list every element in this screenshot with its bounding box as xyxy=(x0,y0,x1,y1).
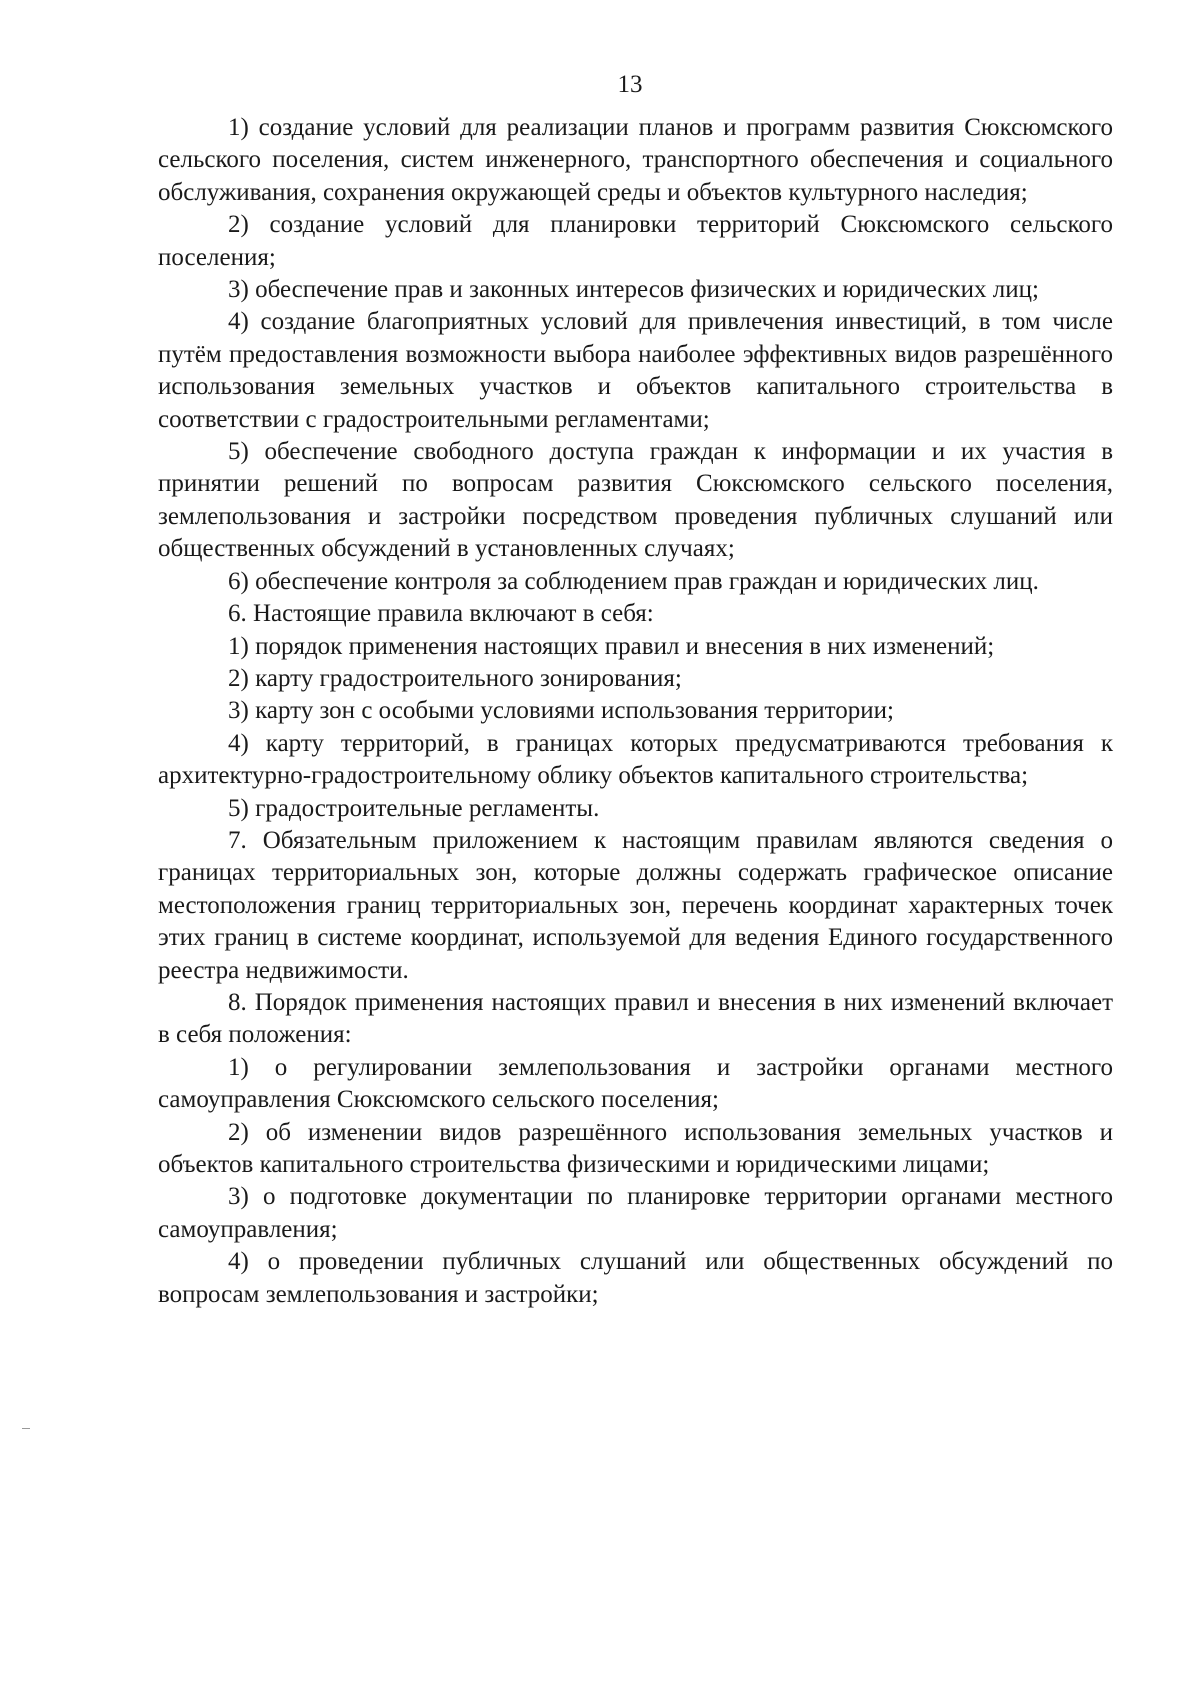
paragraph-item-6-2: 2) карту градостроительного зонирования; xyxy=(228,664,682,692)
paragraph-item-8-3: 3) о подготовке документации по планировке территории органами местного самоуправления; xyxy=(158,1183,1113,1243)
paragraph-item-8-1: 1) о регулировании землепользования и застройки органами местного самоуправления Сюксюмского сельского поселения; xyxy=(158,1053,1113,1114)
document-body xyxy=(158,112,1113,1311)
section-7-paragraph: 7. Обязательным приложением к настоящим правилам являются сведения о границах территориальных зон, которые должны содержать графическое описание местоположения границ территориальных зон, перечень координат характерных точек этих границ в системе координат, используемой для ведения Единого государственного реестра недвижимости. xyxy=(158,826,1113,984)
paragraph-item-5: 5) обеспечение свободного доступа граждан к информации и их участия в принятии решений по вопросам развития Сюксюмского сельского поселения, землепользования и застройки посредством проведения публичных слушаний или общественных обсуждений в установленных случаях; xyxy=(158,438,1113,563)
section-8-heading: 8. Порядок применения настоящих правил и внесения в них изменений включает в себя положения: xyxy=(158,988,1113,1049)
margin-mark xyxy=(22,1428,30,1429)
section-6-heading: 6. Настоящие правила включают в себя: xyxy=(228,600,654,628)
paragraph-item-8-2: 2) об изменении видов разрешённого использования земельных участков и объектов капитального строительства физическими и юридическими лицами; xyxy=(158,1118,1113,1178)
page-number: 13 xyxy=(617,71,643,98)
paragraph-item-6-3: 3) карту зон с особыми условиями использования территории; xyxy=(228,697,894,725)
paragraph-item-4: 4) создание благоприятных условий для привлечения инвестиций, в том числе путём предоставления возможности выбора наиболее эффективных видов разрешённого использования земельных участков и объектов капитального строительства в соответствии с градостроительными регламентами; xyxy=(158,308,1113,433)
paragraph-item-8-4: 4) о проведении публичных слушаний или общественных обсуждений по вопросам землепользования и застройки; xyxy=(158,1248,1113,1308)
paragraph-item-6-5: 5) градостроительные регламенты. xyxy=(228,794,600,822)
paragraph-item-2: 2) создание условий для планировки территорий Сюксюмского сельского поселения; xyxy=(158,211,1113,271)
paragraph-item-1: 1) создание условий для реализации планов и программ развития Сюксюмского сельского поселения, систем инженерного, транспортного обеспечения и социального обслуживания, сохранения окружающей среды и объектов культурного наследия; xyxy=(158,114,1113,206)
paragraph-item-6: 6) обеспечение контроля за соблюдением прав граждан и юридических лиц. xyxy=(228,567,1039,595)
paragraph-item-3: 3) обеспечение прав и законных интересов физических и юридических лиц; xyxy=(228,276,1039,304)
paragraph-item-6-4: 4) карту территорий, в границах которых предусматриваются требования к архитектурно-градостроительному облику объектов капитального строительства; xyxy=(158,729,1113,790)
paragraph-item-6-1: 1) порядок применения настоящих правил и внесения в них изменений; xyxy=(228,632,995,660)
